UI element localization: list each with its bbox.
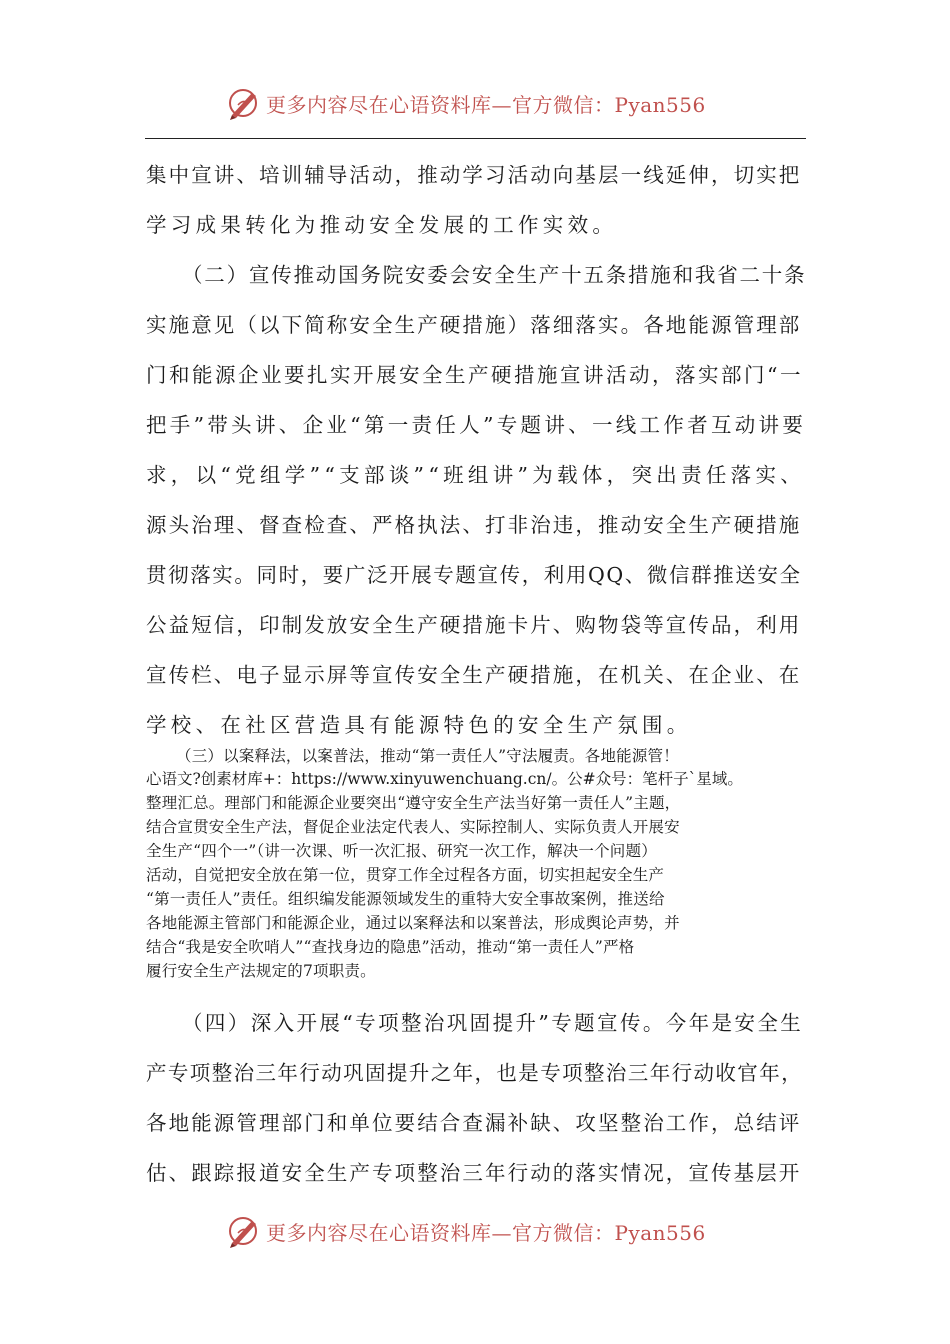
footer-banner-text: 更多内容尽在心语资料库—官方微信：Pyan556	[266, 1220, 706, 1245]
header-banner-text: 更多内容尽在心语资料库—官方微信：Pyan556	[266, 92, 706, 117]
header-banner	[0, 80, 950, 126]
text-line: “第一责任人”责任。组织编发能源领域发生的重特大安全事故案例，推送给	[146, 890, 665, 908]
text-line: 求，以“党组学”“支部谈”“班组讲”为载体，突出责任落实、	[146, 463, 806, 487]
text-line: 把手”带头讲、企业“第一责任人”专题讲、一线工作者互动讲要	[146, 413, 807, 437]
text-line: 估、跟踪报道安全生产专项整治三年行动的落实情况，宣传基层开	[146, 1161, 802, 1185]
text-line: 公益短信，印制发放安全生产硬措施卡片、购物袋等宣传品，利用	[146, 613, 802, 637]
text-line: 结合“我是安全吹哨人”“查找身边的隐患”活动，推动“第一责任人”严格	[146, 938, 635, 956]
text-line: 贯彻落实。同时，要广泛开展专题宣传，利用QQ、微信群推送安全	[146, 563, 802, 587]
text-line: 源头治理、督查检查、严格执法、打非治违，推动安全生产硬措施	[146, 513, 802, 537]
text-line: 心语文?创素材库+：https://www.xinyuwenchuang.cn/。公#众号：笔杆子`星域。	[146, 770, 743, 788]
text-line: 实施意见（以下简称安全生产硬措施）落细落实。各地能源管理部	[146, 313, 802, 337]
text-line: 各地能源管理部门和单位要结合查漏补缺、攻坚整治工作，总结评	[146, 1111, 802, 1135]
text-line: 活动，自觉把安全放在第一位，贯穿工作全过程各方面，切实担起安全生产	[146, 866, 665, 884]
footer-banner	[0, 1208, 950, 1254]
text-line: 门和能源企业要扎实开展安全生产硬措施宣讲活动，落实部门“一	[146, 363, 803, 387]
text-line: 集中宣讲、培训辅导活动，推动学习活动向基层一线延伸，切实把	[146, 163, 802, 187]
text-line: 学习成果转化为推动安全发展的工作实效。	[146, 213, 618, 237]
header-divider	[145, 138, 806, 139]
text-line: 各地能源主管部门和能源企业，通过以案释法和以案普法，形成舆论声势，并	[146, 914, 680, 932]
text-line: 履行安全生产法规定的7项职责。	[146, 962, 376, 980]
text-line: 全生产“四个一”（讲一次课、听一次汇报、研究一次工作，解决一个问题）	[146, 842, 657, 860]
text-line: 结合宣贯安全生产法，督促企业法定代表人、实际控制人、实际负责人开展安	[146, 818, 680, 836]
text-line: （三）以案释法，以案普法，推动“第一责任人”守法履责。各地能源管！	[176, 747, 679, 765]
text-line: 宣传栏、电子显示屏等宣传安全生产硬措施，在机关、在企业、在	[146, 663, 802, 687]
text-line: （二）宣传推动国务院安委会安全生产十五条措施和我省二十条	[182, 263, 807, 287]
pen-logo-icon	[226, 1213, 262, 1249]
text-line: 产专项整治三年行动巩固提升之年，也是专项整治三年行动收官年，	[146, 1061, 803, 1085]
pen-logo-icon	[226, 85, 262, 121]
text-line: 学校、在社区营造具有能源特色的安全生产氛围。	[146, 713, 692, 737]
text-line: （四）深入开展“专项整治巩固提升”专题宣传。今年是安全生	[182, 1011, 804, 1035]
text-line: 整理汇总。理部门和能源企业要突出“遵守安全生产法当好第一责任人”主题，	[146, 794, 681, 812]
